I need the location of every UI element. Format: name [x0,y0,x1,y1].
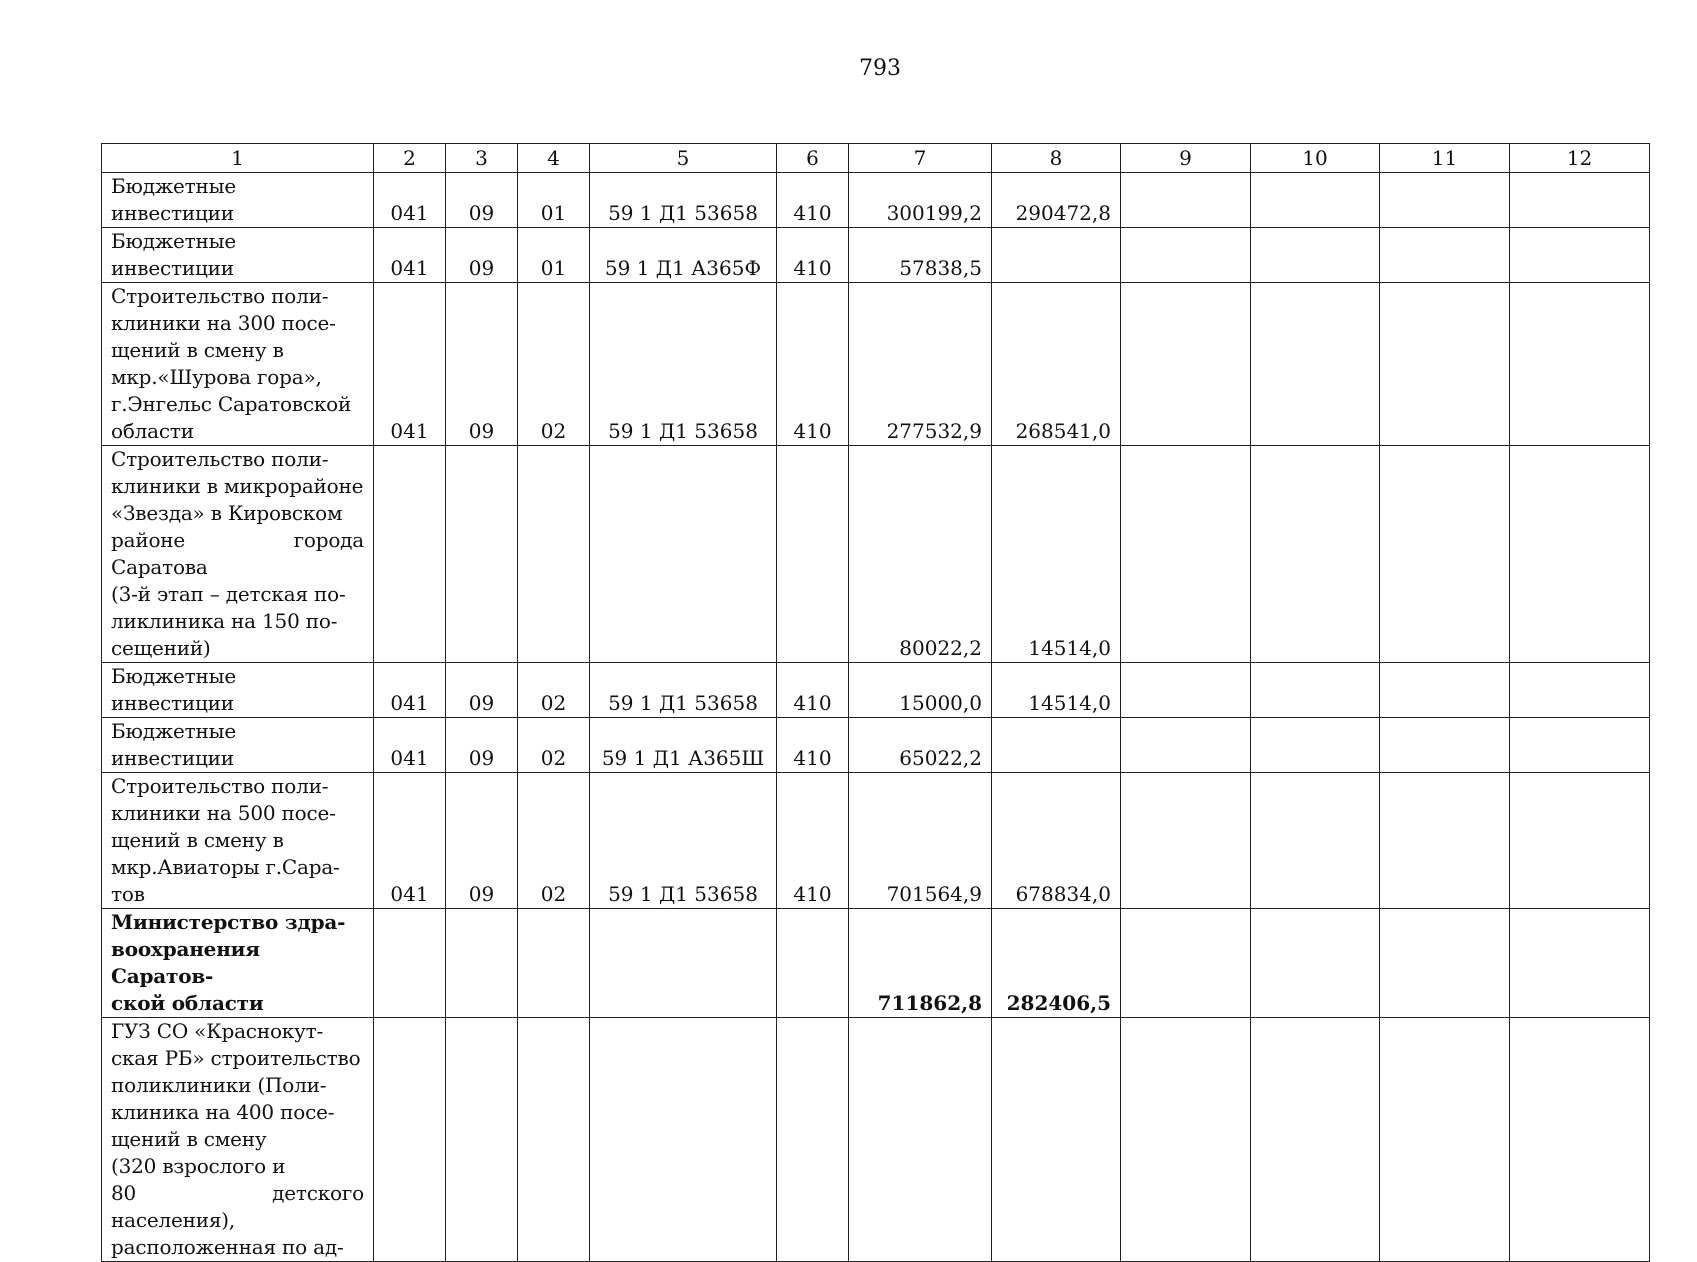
col11-cell [1380,228,1510,283]
code-rz-cell: 09 [446,773,518,909]
col10-cell [1251,773,1380,909]
code-vr-cell: 410 [777,228,849,283]
header-cell: 10 [1251,144,1380,173]
col10-cell [1251,446,1380,663]
code-rz-cell [446,1018,518,1262]
code-pr-cell: 01 [518,228,590,283]
code-rz-cell [446,909,518,1018]
code-csr-cell: 59 1 Д1 53658 [590,663,777,718]
amount-col7-cell: 80022,2 [849,446,992,663]
col11-cell [1380,718,1510,773]
page-number: 793 [859,56,901,81]
header-cell: 8 [992,144,1121,173]
code-rz-cell [446,446,518,663]
amount-col8-cell [992,718,1121,773]
amount-col7-cell: 701564,9 [849,773,992,909]
col12-cell [1510,663,1650,718]
header-cell: 9 [1121,144,1251,173]
amount-col8-cell [992,228,1121,283]
table-row [102,909,1650,1018]
amount-col7-cell: 15000,0 [849,663,992,718]
col12-cell [1510,773,1650,909]
col11-cell [1380,173,1510,228]
col10-cell [1251,909,1380,1018]
col10-cell [1251,718,1380,773]
code-vr-cell [777,446,849,663]
col10-cell [1251,1018,1380,1262]
code-gr-cell [374,1018,446,1262]
code-vr-cell: 410 [777,773,849,909]
header-cell: 7 [849,144,992,173]
header-cell: 1 [102,144,374,173]
col10-cell [1251,228,1380,283]
col11-cell [1380,283,1510,446]
code-rz-cell: 09 [446,228,518,283]
code-pr-cell: 02 [518,718,590,773]
amount-col8-cell: 282406,5 [992,909,1121,1018]
code-gr-cell [374,909,446,1018]
amount-col8-cell: 268541,0 [992,283,1121,446]
col12-cell [1510,283,1650,446]
table-row [102,1018,1650,1262]
code-pr-cell: 02 [518,283,590,446]
code-pr-cell: 02 [518,773,590,909]
code-vr-cell: 410 [777,718,849,773]
col10-cell [1251,283,1380,446]
col11-cell [1380,663,1510,718]
code-vr-cell [777,909,849,1018]
col11-cell [1380,446,1510,663]
code-pr-cell: 01 [518,173,590,228]
table-row [102,773,1650,909]
header-cell: 5 [590,144,777,173]
table-row [102,228,1650,283]
col12-cell [1510,228,1650,283]
header-cell: 11 [1380,144,1510,173]
code-rz-cell: 09 [446,173,518,228]
code-gr-cell: 041 [374,228,446,283]
code-pr-cell: 02 [518,663,590,718]
col9-cell [1121,909,1251,1018]
header-cell: 2 [374,144,446,173]
col9-cell [1121,718,1251,773]
row-name-cell: Строительство поли- клиники на 300 посе- щений в смену в мкр.«Шурова гора», г.Энгельс Саратовской области [102,283,374,446]
code-vr-cell: 410 [777,663,849,718]
row-name-cell: Бюджетные инвестиции [102,228,374,283]
table-row [102,173,1650,228]
col11-cell [1380,773,1510,909]
amount-col8-cell [992,1018,1121,1262]
table-row [102,283,1650,446]
code-gr-cell: 041 [374,283,446,446]
col10-cell [1251,663,1380,718]
amount-col8-cell: 14514,0 [992,446,1121,663]
row-name-cell: Бюджетные инвестиции [102,718,374,773]
code-csr-cell: 59 1 Д1 А365Ф [590,228,777,283]
code-csr-cell: 59 1 Д1 А365Ш [590,718,777,773]
col9-cell [1121,1018,1251,1262]
code-csr-cell: 59 1 Д1 53658 [590,283,777,446]
amount-col7-cell [849,1018,992,1262]
table-row [102,718,1650,773]
code-gr-cell: 041 [374,718,446,773]
amount-col7-cell: 711862,8 [849,909,992,1018]
code-csr-cell [590,1018,777,1262]
header-cell: 6 [777,144,849,173]
table-row [102,446,1650,663]
code-rz-cell: 09 [446,718,518,773]
col9-cell [1121,173,1251,228]
col12-cell [1510,909,1650,1018]
header-cell: 3 [446,144,518,173]
amount-col8-cell: 14514,0 [992,663,1121,718]
col9-cell [1121,446,1251,663]
budget-table [101,143,1650,1262]
code-csr-cell: 59 1 Д1 53658 [590,773,777,909]
row-name-cell: Строительство поли- клиники на 500 посе- щений в смену в мкр.Авиаторы г.Сара- тов [102,773,374,909]
code-gr-cell: 041 [374,663,446,718]
col9-cell [1121,773,1251,909]
code-csr-cell [590,446,777,663]
code-vr-cell [777,1018,849,1262]
col10-cell [1251,173,1380,228]
code-csr-cell [590,909,777,1018]
code-pr-cell [518,909,590,1018]
col12-cell [1510,173,1650,228]
row-name-cell: ГУЗ СО «Краснокут- ская РБ» строительство поликлиники (Поли- клиника на 400 посе- щений в смену (320 взрослого и 80 детского населения), расположенная по ад- [102,1018,374,1262]
col11-cell [1380,909,1510,1018]
code-gr-cell [374,446,446,663]
code-rz-cell: 09 [446,663,518,718]
col9-cell [1121,228,1251,283]
row-name-cell: Министерство здра- воохранения Саратов- ской области [102,909,374,1018]
col9-cell [1121,663,1251,718]
code-vr-cell: 410 [777,173,849,228]
amount-col8-cell: 678834,0 [992,773,1121,909]
col12-cell [1510,718,1650,773]
col12-cell [1510,1018,1650,1262]
amount-col7-cell: 57838,5 [849,228,992,283]
code-vr-cell: 410 [777,283,849,446]
amount-col7-cell: 277532,9 [849,283,992,446]
header-cell: 12 [1510,144,1650,173]
amount-col8-cell: 290472,8 [992,173,1121,228]
row-name-cell: Строительство поли- клиники в микрорайоне «Звезда» в Кировском районе города Саратова (3-й этап – детская по- ликлиника на 150 по- сещений) [102,446,374,663]
row-name-cell: Бюджетные инвестиции [102,173,374,228]
header-row [102,144,1650,173]
code-gr-cell: 041 [374,773,446,909]
code-pr-cell [518,446,590,663]
code-csr-cell: 59 1 Д1 53658 [590,173,777,228]
row-name-cell: Бюджетные инвестиции [102,663,374,718]
table-row [102,663,1650,718]
col12-cell [1510,446,1650,663]
code-rz-cell: 09 [446,283,518,446]
col9-cell [1121,283,1251,446]
col11-cell [1380,1018,1510,1262]
code-gr-cell: 041 [374,173,446,228]
amount-col7-cell: 65022,2 [849,718,992,773]
code-pr-cell [518,1018,590,1262]
header-cell: 4 [518,144,590,173]
amount-col7-cell: 300199,2 [849,173,992,228]
